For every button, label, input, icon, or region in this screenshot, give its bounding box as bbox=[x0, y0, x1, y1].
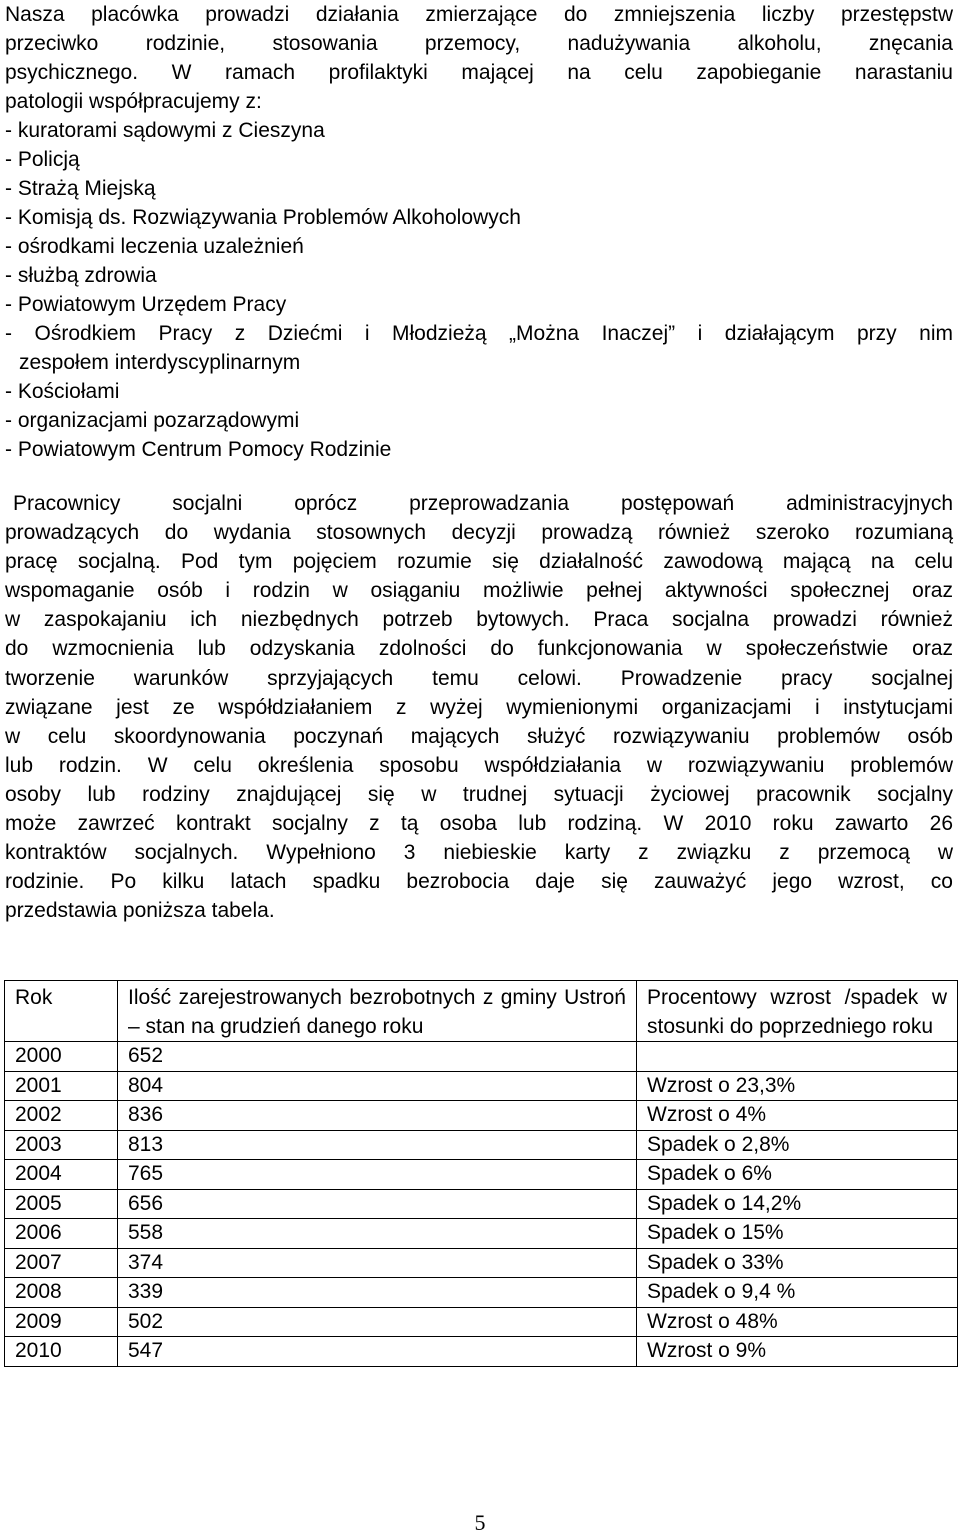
cell-change: Spadek o 6% bbox=[637, 1160, 958, 1190]
paragraph-line: lub rodzin. W celu określenia sposobu współdziałania w rozwiązywaniu problemów bbox=[5, 753, 953, 777]
paragraph-line: tworzenie warunków sprzyjających temu celowi. Prowadzenie pracy socjalnej bbox=[5, 666, 953, 690]
cell-change: Spadek o 9,4 % bbox=[637, 1278, 958, 1308]
cell-year: 2002 bbox=[5, 1101, 118, 1131]
paragraph-line: w celu skoordynowania poczynań mających służyć rozwiązywaniu problemów osób bbox=[5, 724, 953, 748]
cell-year: 2008 bbox=[5, 1278, 118, 1308]
paragraph-line: prowadzących do wydania stosownych decyzji prowadzą również szeroko rozumianą bbox=[5, 521, 953, 545]
paragraph-line: kontraktów socjalnych. Wypełniono 3 niebieskie karty z związku z przemocą w bbox=[5, 841, 953, 865]
cell-count: 339 bbox=[118, 1278, 637, 1308]
cell-count: 836 bbox=[118, 1101, 637, 1131]
table-row bbox=[5, 1337, 958, 1367]
cell-year: 2003 bbox=[5, 1130, 118, 1160]
paragraph-line: patologii współpracujemy z: bbox=[5, 90, 262, 113]
paragraph-line: związane jest ze współdziałaniem z wyżej wymienionymi organizacjami i instytucjami bbox=[5, 695, 953, 719]
table-row bbox=[5, 1071, 958, 1101]
cell-year: 2009 bbox=[5, 1307, 118, 1337]
partner-item: - kuratorami sądowymi z Cieszyna bbox=[5, 119, 325, 142]
document-body bbox=[5, 0, 953, 464]
cell-change: Spadek o 15% bbox=[637, 1219, 958, 1249]
header-unemployed-count: Ilość zarejestrowanych bezrobotnych z gminy Ustroń – stan na grudzień danego roku bbox=[118, 981, 637, 1042]
cell-count: 804 bbox=[118, 1071, 637, 1101]
cell-year: 2001 bbox=[5, 1071, 118, 1101]
paragraph-line: do wzmocnienia lub odzyskania zdolności do funkcjonowania w społeczeństwie oraz bbox=[5, 637, 953, 661]
partner-item: - Komisją ds. Rozwiązywania Problemów Alkoholowych bbox=[5, 206, 521, 229]
paragraph-line: psychicznego. W ramach profilaktyki mającej na celu zapobieganie narastaniu bbox=[5, 61, 953, 84]
page-number: 5 bbox=[474, 1510, 486, 1535]
partner-item: - Powiatowym Centrum Pomocy Rodzinie bbox=[5, 438, 392, 461]
cell-year: 2006 bbox=[5, 1219, 118, 1249]
table-body bbox=[5, 1042, 958, 1367]
cell-change: Wzrost o 48% bbox=[637, 1307, 958, 1337]
cell-change bbox=[637, 1042, 958, 1072]
partner-item: - Kościołami bbox=[5, 380, 120, 403]
paragraph-line: Nasza placówka prowadzi działania zmierzające do zmniejszenia liczby przestępstw bbox=[5, 3, 953, 26]
partner-item: - Ośrodkiem Pracy z Dziećmi i Młodzieżą „Można Inaczej” i działającym przy nim bbox=[5, 322, 953, 345]
cell-count: 765 bbox=[118, 1160, 637, 1190]
cell-change: Spadek o 2,8% bbox=[637, 1130, 958, 1160]
table-row bbox=[5, 1307, 958, 1337]
cell-year: 2004 bbox=[5, 1160, 118, 1190]
partner-item: - organizacjami pozarządowymi bbox=[5, 409, 300, 432]
cell-year: 2010 bbox=[5, 1337, 118, 1367]
table-row bbox=[5, 1248, 958, 1278]
table-row bbox=[5, 1189, 958, 1219]
cell-year: 2007 bbox=[5, 1248, 118, 1278]
table-row bbox=[5, 1130, 958, 1160]
cell-change: Spadek o 14,2% bbox=[637, 1189, 958, 1219]
header-percent-change: Procentowy wzrost /spadek w stosunki do poprzedniego roku bbox=[637, 981, 958, 1042]
table-header-row bbox=[5, 981, 958, 1042]
cell-count: 656 bbox=[118, 1189, 637, 1219]
partner-item: - ośrodkami leczenia uzależnień bbox=[5, 235, 304, 258]
header-year: Rok bbox=[5, 981, 118, 1042]
cell-count: 558 bbox=[118, 1219, 637, 1249]
cell-count: 374 bbox=[118, 1248, 637, 1278]
social-work-paragraph bbox=[5, 489, 953, 925]
cell-count: 813 bbox=[118, 1130, 637, 1160]
cell-year: 2000 bbox=[5, 1042, 118, 1072]
table-row bbox=[5, 1101, 958, 1131]
partner-item: - Policją bbox=[5, 148, 80, 171]
paragraph-line: pracę socjalną. Pod tym pojęciem rozumie się działalność zawodową mającą na celu bbox=[5, 550, 953, 574]
table-row bbox=[5, 1278, 958, 1308]
paragraph-line: wspomaganie osób i rodzin w osiąganiu możliwie pełnej aktywności społecznej oraz bbox=[5, 579, 953, 603]
table-row bbox=[5, 1042, 958, 1072]
cell-year: 2005 bbox=[5, 1189, 118, 1219]
cell-count: 502 bbox=[118, 1307, 637, 1337]
partner-item-continuation: zespołem interdyscyplinarnym bbox=[19, 351, 301, 374]
cell-count: 547 bbox=[118, 1337, 637, 1367]
unemployment-table bbox=[4, 980, 958, 1367]
cell-change: Wzrost o 4% bbox=[637, 1101, 958, 1131]
table-row bbox=[5, 1160, 958, 1190]
paragraph-line: przedstawia poniższa tabela. bbox=[5, 899, 275, 923]
partner-item: - Strażą Miejską bbox=[5, 177, 156, 200]
cell-change: Wzrost o 23,3% bbox=[637, 1071, 958, 1101]
paragraph-line: w zaspokajaniu ich niezbędnych potrzeb bytowych. Praca socjalna prowadzi również bbox=[5, 608, 953, 632]
cell-change: Spadek o 33% bbox=[637, 1248, 958, 1278]
cell-change: Wzrost o 9% bbox=[637, 1337, 958, 1367]
paragraph-line: osoby lub rodziny znajdującej się w trudnej sytuacji życiowej pracownik socjalny bbox=[5, 782, 953, 806]
paragraph-line: przeciwko rodzinie, stosowania przemocy, nadużywania alkoholu, znęcania bbox=[5, 32, 953, 55]
partner-item: - Powiatowym Urzędem Pracy bbox=[5, 293, 287, 316]
paragraph-line: rodzinie. Po kilku latach spadku bezrobocia daje się zauważyć jego wzrost, co bbox=[5, 870, 953, 894]
partner-item: - służbą zdrowia bbox=[5, 264, 157, 287]
paragraph-line: może zawrzeć kontrakt socjalny z tą osoba lub rodziną. W 2010 roku zawarto 26 bbox=[5, 812, 953, 836]
paragraph-line: Pracownicy socjalni oprócz przeprowadzania postępowań administracyjnych bbox=[13, 492, 953, 515]
cell-count: 652 bbox=[118, 1042, 637, 1072]
table-row bbox=[5, 1219, 958, 1249]
